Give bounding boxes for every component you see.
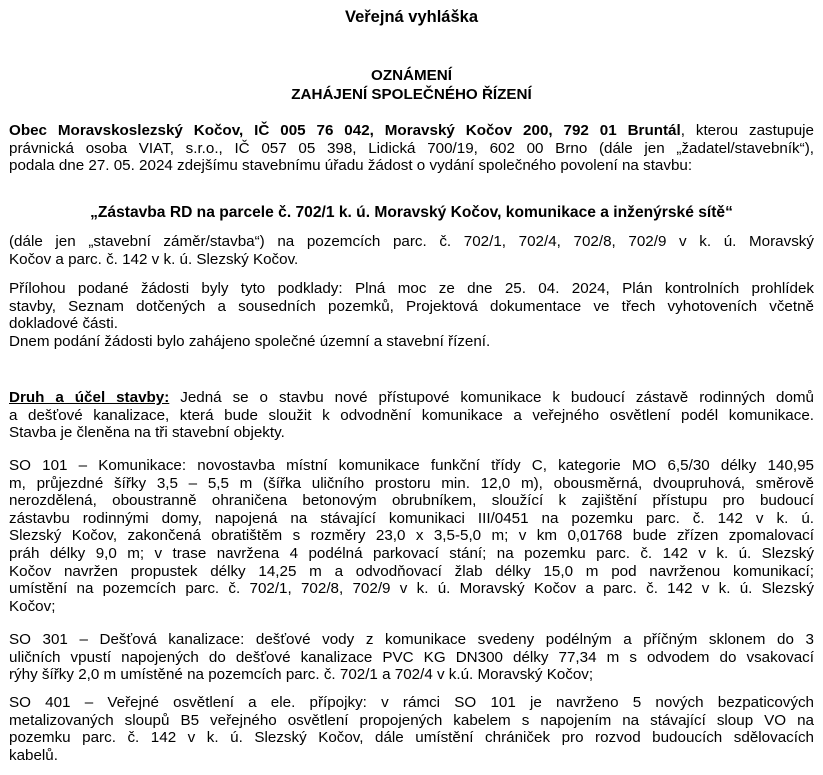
document-title: Veřejná vyhláška [344,8,478,26]
intro-paragraph: Obec Moravskoslezský Kočov, IČ 005 76 042, Moravský Kočov 200, 792 01 Bruntál, kterou zastupuje právnická osoba VIAT, s.r.o., IČ 057 05 398, Lidická 700/19, 602 00 Brno (dále jen „žadatel/stavebník“), podala dne 27. 05. 2024 zdejšímu stavebnímu úřadu žádost o vydání společného povolení na stavbu: [9,122,814,175]
project-title: „Zástavba RD na parcele č. 702/1 k. ú. Moravský Kočov, komunikace a inženýrské sítě“ [90,204,733,221]
notice-line-1: OZNÁMENÍ [371,67,452,84]
purpose-paragraph: Druh a účel stavby: Jedná se o stavbu nové přístupové komunikace k budoucí zástavě rodinných domů a dešťové kanalizace, která bude sloužit k odvodnění komunikace a veřejného osvětlení podél komunikace. Stavba je členěna na tři stavební objekty. [9,389,814,442]
purpose-heading: Druh a účel stavby: [9,389,170,406]
attachments-paragraph: Přílohou podané žádosti byly tyto podklady: Plná moc ze dne 25. 04. 2024, Plán kontrolních prohlídek stavby, Seznam dotčených a sousedních pozemků, Projektová dokumentace ve třech vyhotoveních včetně dokladové části. Dnem podání žádosti bylo zahájeno společné územní a stavební řízení. [9,280,814,350]
project-description: (dále jen „stavební záměr/stavba“) na pozemcích parc. č. 702/1, 702/4, 702/8, 702/9 v k. ú. Moravský Kočov a parc. č. 142 v k. ú. Slezský Kočov. [9,233,814,268]
applicant-name: Obec Moravskoslezský Kočov, IČ 005 76 042, Moravský Kočov 200, 792 01 Bruntál [9,122,681,139]
notice-line-2: ZAHÁJENÍ SPOLEČNÉHO ŘÍZENÍ [291,86,532,103]
so101-paragraph: SO 101 – Komunikace: novostavba místní komunikace funkční třídy C, kategorie MO 6,5/30 délky 140,95 m, průjezdné šířky 3,5 – 5,5 m (šířka uličního prostoru min. 12,0 m), obousměrná, dvoupruhová, směrově nerozdělená, oboustranně ohraničena betonovým obrubníkem, sloužící k zajištění přístupu pro budoucí zástavbu rodinnými domy, napojená na stávající komunikaci III/0451 na pozemku parc. č. 142 v k. ú. Slezský Kočov, zakončená obratištěm s rozměry 23,0 x 3,5-5,0 m; v km 0,01768 bude zřízen zpomalovací práh délky 9,0 m; v trase navržena 4 podélná parkovací stání; na pozemku parc. č. 142 v k. ú. Slezský Kočov navržen propustek délky 14,25 m a odvodňovací žlab délky 15,0 m pod navrženou komunikací; umístění na pozemcích parc. č. 702/1, 702/8, 702/9 v k. ú. Moravský Kočov a parc. č. 142 v k. ú. Slezský Kočov; [9,457,814,615]
notice-heading [0,66,823,104]
so401-paragraph: SO 401 – Veřejné osvětlení a ele. přípojky: v rámci SO 101 je navrženo 5 nových bezpaticových metalizovaných sloupů B5 veřejného osvětlení propojených kabelem s napojením na stávající sloup VO na pozemku parc. č. 142 v k. ú. Slezský Kočov, dále umístění chrániček pro rozvod budoucích sdělovacích kabelů. [9,694,814,764]
so301-paragraph: SO 301 – Dešťová kanalizace: dešťové vody z komunikace svedeny podélným a příčným sklonem do 3 uličních vpustí napojených do dešťové kanalizace PVC KG DN300 délky 77,34 m s odvodem do vsakovací rýhy šířky 2,0 m umístěné na pozemcích parc. č. 702/1 a 702/4 v k.ú. Moravský Kočov; [9,631,814,684]
